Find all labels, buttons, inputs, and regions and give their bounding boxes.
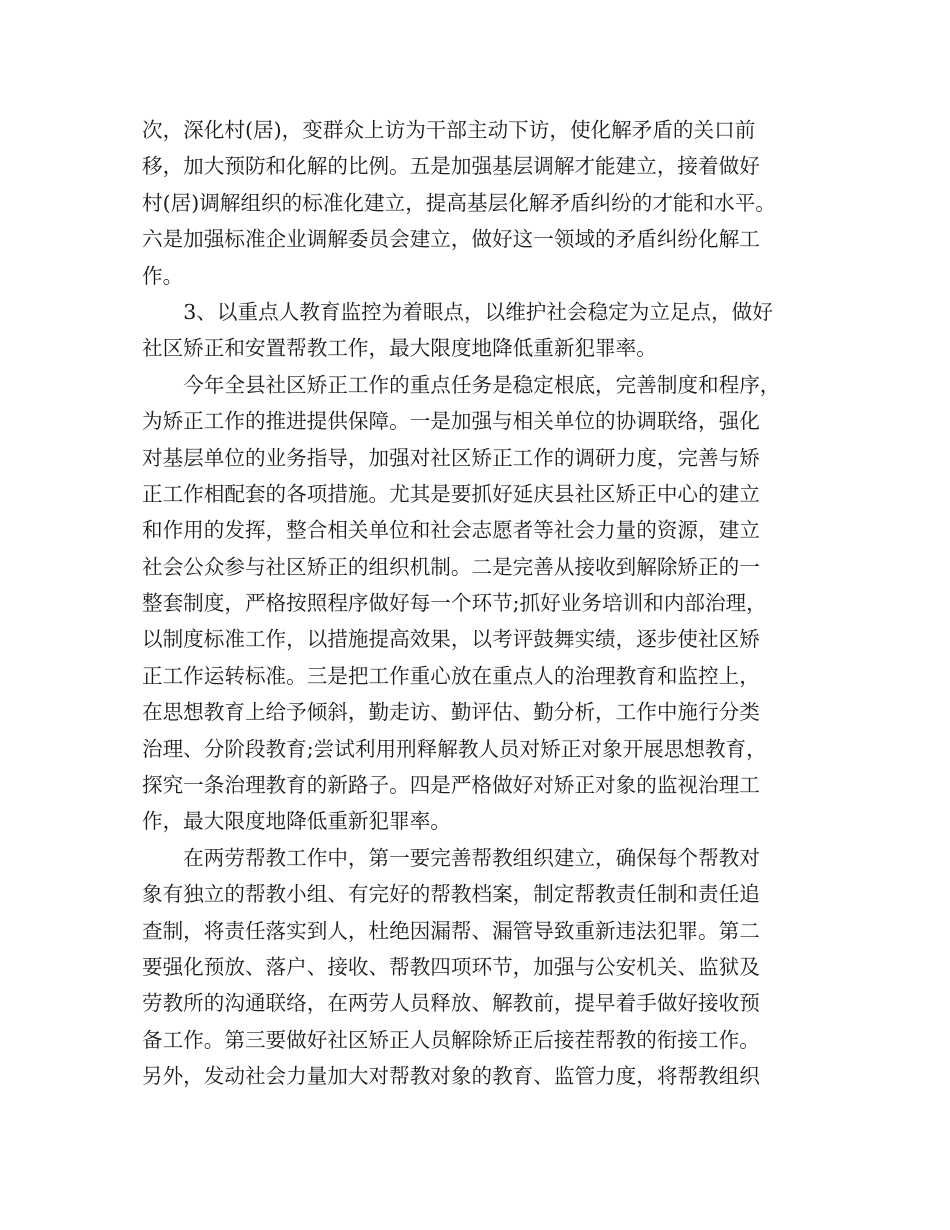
text-line: 正工作相配套的各项措施。尤其是要抓好延庆县社区矫正中心的建立 — [142, 481, 760, 506]
text-line: 以制度标准工作，以措施提高效果，以考评鼓舞实绩，逐步使社区矫 — [142, 627, 760, 652]
text-line: 社区矫正和安置帮教工作，最大限度地降低重新犯罪率。 — [142, 336, 657, 361]
text-line: 对基层单位的业务指导，加强对社区矫正工作的调研力度，完善与矫 — [142, 445, 760, 470]
body-text — [142, 112, 822, 1095]
text-line: 整套制度，严格按照程序做好每一个环节;抓好业务培训和内部治理， — [142, 591, 767, 616]
text-line: 在两劳帮教工作中，第一要完善帮教组织建立，确保每个帮教对 — [183, 845, 760, 870]
text-line: 要强化预放、落户、接收、帮教四项环节，加强与公安机关、监狱及 — [142, 954, 760, 979]
text-line: 社会公众参与社区矫正的组织机制。二是完善从接收到解除矫正的一 — [142, 554, 760, 579]
text-line: 为矫正工作的推进提供保障。一是加强与相关单位的协调联络，强化 — [142, 409, 760, 434]
text-line: 探究一条治理教育的新路子。四是严格做好对矫正对象的监视治理工 — [142, 773, 760, 798]
text-line: 今年全县社区矫正工作的重点任务是稳定根底，完善制度和程序， — [183, 372, 781, 397]
text-line: 3、以重点人教育监控为着眼点，以维护社会稳定为立足点，做好 — [183, 299, 773, 324]
text-line: 治理、分阶段教育;尝试利用刑释解教人员对矫正对象开展思想教育， — [142, 736, 767, 761]
text-line: 查制，将责任落实到人，杜绝因漏帮、漏管导致重新违法犯罪。第二 — [142, 918, 760, 943]
text-line: 备工作。第三要做好社区矫正人员解除矫正后接茬帮教的衔接工作。 — [142, 1027, 760, 1052]
text-line: 劳教所的沟通联络，在两劳人员释放、解教前，提早着手做好接收预 — [142, 991, 760, 1016]
text-line: 村(居)调解组织的标准化建立，提高基层化解矛盾纠纷的才能和水平。 — [142, 190, 776, 215]
text-line: 六是加强标准企业调解委员会建立，做好这一领域的矛盾纠纷化解工 — [142, 227, 760, 252]
text-line: 在思想教育上给予倾斜，勤走访、勤评估、勤分析，工作中施行分类 — [142, 700, 760, 725]
text-line: 和作用的发挥，整合相关单位和社会志愿者等社会力量的资源，建立 — [142, 518, 760, 543]
text-line: 象有独立的帮教小组、有完好的帮教档案，制定帮教责任制和责任追 — [142, 882, 760, 907]
text-line: 作。 — [142, 263, 184, 288]
text-line: 移，加大预防和化解的比例。五是加强基层调解才能建立，接着做好 — [142, 154, 760, 179]
text-line: 次，深化村(居)，变群众上访为干部主动下访，使化解矛盾的关口前 — [142, 118, 756, 142]
text-line: 另外，发动社会力量加大对帮教对象的教育、监管力度，将帮教组织 — [142, 1064, 760, 1089]
text-line: 正工作运转标准。三是把工作重心放在重点人的治理教育和监控上， — [142, 663, 760, 688]
text-line: 作，最大限度地降低重新犯罪率。 — [142, 809, 451, 834]
